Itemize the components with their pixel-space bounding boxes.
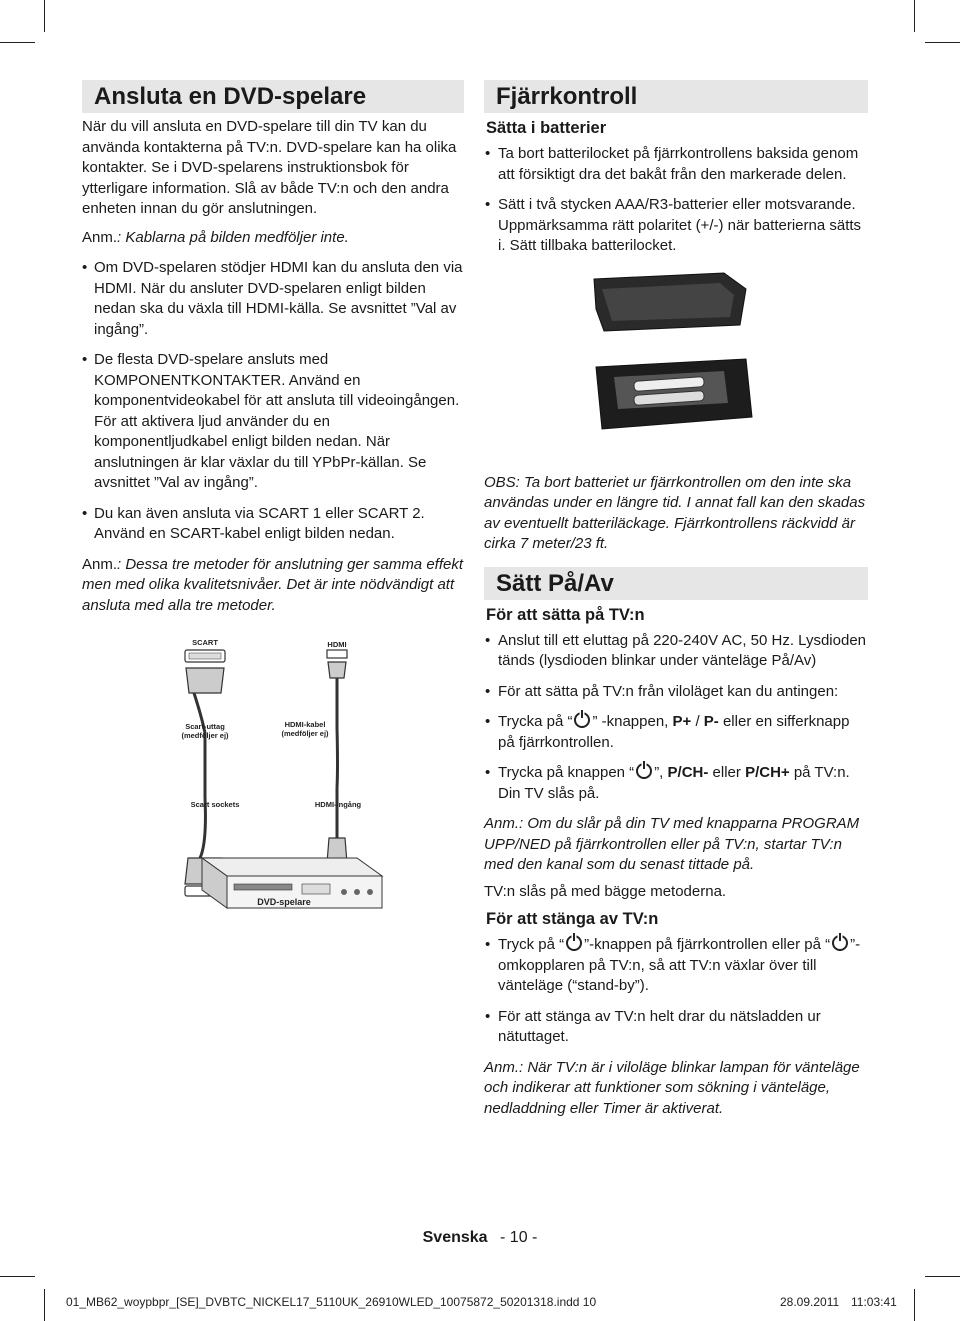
power-icon <box>832 935 848 951</box>
text: ”-omkopplaren på TV:n, så att TV:n växlar över till vänteläge (“stand-by”). <box>498 936 861 994</box>
bullet-press-tv <box>484 763 868 804</box>
remote-section-title: Fjärrkontroll <box>484 80 868 113</box>
bullet-component: • De flesta DVD-spelare ansluts med KOMPONENTKONTAKTER. Använd en komponentvideokabel för att ansluta till videoingången. För att aktivera ljud använder du en komponentljudkabel enligt bilden nedan. När anslutningen är klar växlar du till YPbPr-källan. Se avsnittet ”Val av ingång”. <box>82 350 464 494</box>
bullet-remove-cover: • Ta bort batterilocket på fjärrkontrollens baksida genom att försiktigt dra det bakåt från den markerade delen. <box>484 144 868 185</box>
crop-mark <box>925 1276 960 1277</box>
text: ”-knappen på fjärrkontrollen eller på “ <box>584 936 831 953</box>
scart-sockets-label: Scart sockets <box>190 800 240 809</box>
note-prefix: Anm. <box>82 555 118 573</box>
dvd-bullet-list <box>82 258 464 545</box>
cable-note <box>82 228 464 249</box>
battery-bullet-list <box>484 144 868 257</box>
remote-section <box>484 80 868 1127</box>
footer-language: Svenska <box>422 1229 488 1246</box>
p-plus-label: P+ <box>672 713 692 730</box>
bullet-unplug: • För att stänga av TV:n helt drar du nätsladden ur nätuttaget. <box>484 1007 868 1048</box>
note-text: : Dessa tre metoder för anslutning ger samma effekt men med olika kvalitetsnivåer. Det är inte nödvändigt att ansluta med alla tre metoder. <box>82 555 464 614</box>
text: ”, <box>654 764 668 781</box>
bullet-plug-in: • Anslut till ett eluttag på 220-240V AC, 50 Hz. Lysdioden tänds (lysdioden blinkar under vänteläge På/Av) <box>484 631 868 672</box>
power-icon <box>574 712 590 728</box>
crop-mark <box>44 0 45 32</box>
dvd-intro: När du vill ansluta en DVD-spelare till din TV kan du använda kontakterna på TV:n. DVD-spelare kan ha olika kontakter. Se i DVD-spelarens instruktionsbok för ytterligare information. Slå av både TV:n och den andra enheten innan du gör anslutningen. <box>82 118 457 217</box>
text: ” -knappen, <box>592 713 673 730</box>
text: Tryck på “ <box>498 936 565 953</box>
turn-on-list <box>484 631 868 805</box>
remote-battery-art <box>484 267 868 457</box>
slug-filename: 01_MB62_woypbpr_[SE]_DVBTC_NICKEL17_5110UK_26910WLED_10075872_50201318.indd 10 <box>66 1295 597 1309</box>
dvd-section-title: Ansluta en DVD-spelare <box>82 80 464 113</box>
note-prefix: Anm. <box>82 228 118 246</box>
crop-mark <box>925 42 960 43</box>
crop-mark <box>0 42 35 43</box>
hdmi-input-label: HDMI-ingång <box>314 800 362 809</box>
dvd-player-label: DVD-spelare <box>257 897 311 907</box>
text: eller en sifferknapp på fjärrkontrollen. <box>498 713 850 751</box>
bullet-standby <box>484 935 868 997</box>
turn-on-subtitle: För att sätta på TV:n <box>486 605 645 624</box>
bullet-hdmi: • Om DVD-spelaren stödjer HDMI kan du ansluta den via HDMI. När du ansluter DVD-spelaren enligt bilden nedan ska du växla till HDMI-källa. Se avsnittet ”Val av ingång”. <box>82 258 464 340</box>
bullet-from-standby: • För att sätta på TV:n från viloläget kan du antingen: <box>484 682 868 703</box>
hdmi-label: HDMI <box>327 640 347 649</box>
page-footer <box>0 1229 960 1247</box>
text: eller <box>708 764 746 781</box>
scart-cable-label: Scart-uttag (medföljer ej) <box>181 722 229 740</box>
obs-note: OBS: Ta bort batteriet ur fjärrkontrollen om den inte ska användas under en längre tid. I annat fall kan den skadas av eventuellt batteriläckage. Fjärrkontrollens räckvidd är cirka 7 meter/23 ft. <box>484 473 866 552</box>
remote-battery-illustration <box>484 267 868 457</box>
dvd-section <box>82 80 464 938</box>
hdmi-cable-label: HDMI-kabel (medföljer ej) <box>281 720 329 738</box>
power-icon <box>566 935 582 951</box>
text: på TV:n. Din TV slås på. <box>498 764 850 802</box>
connection-diagram <box>82 638 464 938</box>
slug-time: 11:03:41 <box>851 1295 897 1309</box>
turn-off-note: Anm.: När TV:n är i viloläge blinkar lampan för vänteläge och indikerar att funktioner som sökning i vänteläge, nedladdning eller Timer är aktiverat. <box>484 1058 860 1117</box>
both-methods-text: TV:n slås på med bägge metoderna. <box>484 882 727 900</box>
power-section-title: Sätt På/Av <box>484 567 868 600</box>
slug-date: 28.09.2011 <box>780 1295 840 1309</box>
connection-diagram-art <box>82 638 464 938</box>
bullet-insert-batteries: • Sätt i två stycken AAA/R3-batterier eller motsvarande. Uppmärksamma rätt polaritet (+/-) när batterierna sätts i. Sätt tillbaka batterilocket. <box>484 195 868 257</box>
text: / <box>691 713 704 730</box>
ch-minus-label: P/CH- <box>667 764 709 781</box>
bullet-scart: • Du kan även ansluta via SCART 1 eller SCART 2. Använd en SCART-kabel enligt bilden nedan. <box>82 504 464 545</box>
crop-mark <box>44 1289 45 1321</box>
power-icon <box>636 763 652 779</box>
scart-label: SCART <box>192 638 218 647</box>
text: Trycka på knappen “ <box>498 764 635 781</box>
ch-plus-label: P/CH+ <box>745 764 790 781</box>
crop-mark <box>914 1289 915 1321</box>
note-text: : Kablarna på bilden medföljer inte. <box>117 228 349 246</box>
text: Trycka på “ <box>498 713 573 730</box>
footer-page-number: - 10 - <box>500 1229 538 1246</box>
batteries-subtitle: Sätta i batterier <box>486 119 607 137</box>
crop-mark <box>0 1276 35 1277</box>
crop-mark <box>914 0 915 32</box>
turn-off-subtitle: För att stänga av TV:n <box>486 910 659 928</box>
p-minus-label: P- <box>703 713 719 730</box>
methods-note <box>82 555 464 617</box>
bullet-press-remote <box>484 712 868 753</box>
turn-off-list <box>484 935 868 1048</box>
turn-on-note: Anm.: Om du slår på din TV med knapparna PROGRAM UPP/NED på fjärrkontrollen eller på TV:n, startar TV:n med den kanal som du senast tittade på. <box>484 815 860 873</box>
